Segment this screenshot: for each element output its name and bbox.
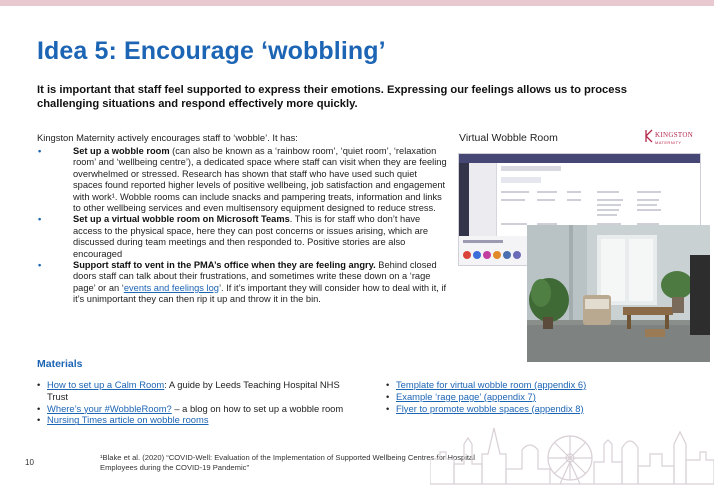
- page-number: 10: [25, 458, 34, 467]
- lead-paragraph: It is important that staff feel supported to express their emotions. Expressing our feelings allows us to process challenging situations and respond effectively more quickly.: [37, 84, 627, 110]
- bullet-heading: Set up a wobble room: [73, 146, 170, 156]
- teams-color-circles: [459, 236, 529, 266]
- bullet-icon: •: [38, 214, 42, 225]
- page-title: Idea 5: Encourage ‘wobbling’: [37, 37, 386, 65]
- list-item: [37, 214, 447, 260]
- bullet-icon: •: [38, 146, 42, 156]
- materials-list-left: [37, 379, 357, 426]
- wobble-flyer-link[interactable]: Flyer to promote wobble spaces (appendix 8): [396, 402, 584, 414]
- bullet-icon: •: [386, 402, 390, 414]
- logo-subtitle: MATERNITY: [655, 140, 682, 145]
- top-accent-bar: [0, 0, 714, 6]
- bullet-text: Behind closed doors staff can talk about their frustrations, and sometimes write these down on a ‘rage page’ or an ‘: [73, 260, 437, 293]
- bullet-text: (can also be known as a ‘rainbow room’, ‘quiet room’, ‘relaxation room’ and ‘wellbeing centre’), a dedicated space where staff can visit when they are feeling overwhelmed or stressed. Research has shown that staff who have used such quiet spaces found reported higher levels of positive wellbeing, job satisfaction and engagement with work¹. Wobble rooms can include snacks and pampering treats, information and links to other wellbeing services and even multisensory equipment designed to reduce stress.: [73, 146, 447, 214]
- virtual-wobble-room-label: Virtual Wobble Room: [459, 132, 558, 144]
- intro-text: Kingston Maternity actively encourages staff to ‘wobble’. It has:: [37, 132, 298, 143]
- bullet-heading: Set up a virtual wobble room on Microsoft Teams: [73, 214, 290, 225]
- list-item: [37, 146, 447, 214]
- bullet-icon: •: [386, 379, 390, 390]
- list-item: [386, 379, 626, 391]
- bullet-icon: •: [37, 402, 41, 414]
- initiatives-list: [37, 146, 447, 306]
- wobble-room-blog-link[interactable]: Where’s your #WobbleRoom?: [47, 402, 172, 414]
- kingston-maternity-logo: [645, 128, 695, 150]
- logo-mark-icon: [645, 129, 654, 143]
- virtual-wobble-template-link[interactable]: Template for virtual wobble room (appendix 6): [396, 379, 587, 390]
- nursing-times-article-link[interactable]: Nursing Times article on wobble rooms: [47, 414, 209, 426]
- rage-page-example-link[interactable]: Example ‘rage page’ (appendix 7): [396, 390, 536, 402]
- bullet-icon: •: [37, 379, 41, 390]
- bullet-icon: •: [37, 414, 41, 426]
- wobble-room-illustration: [527, 225, 710, 362]
- footnote: ¹Blake et al. (2020) “COVID-Well: Evaluation of the Implementation of Supported Wellbeing Centres for Hospital Employees during the COVID-19 Pandemic”: [100, 453, 475, 472]
- list-item: [386, 403, 626, 415]
- list-item: [37, 414, 357, 426]
- wobble-room-photo: [527, 225, 710, 362]
- materials-heading: Materials: [37, 358, 83, 370]
- events-feelings-log-link[interactable]: events and feelings log: [123, 282, 219, 293]
- skyline-illustration: [430, 414, 714, 485]
- list-item: [37, 403, 357, 415]
- bullet-icon: •: [386, 390, 390, 402]
- list-item: [37, 260, 447, 306]
- bullet-icon: •: [38, 260, 42, 271]
- bullet-text: ’. If it’s important they will consider how to deal with it, if it’s unimportant they can then rip it up and throw it in the bin.: [73, 282, 447, 305]
- list-item: [37, 379, 357, 403]
- bullet-text: . This is for staff who don’t have access to the physical space, here they can post concerns or issues arising, which are discussed during team meetings and then responded to. Positive stories are also encouraged: [73, 214, 429, 259]
- list-item: [386, 391, 626, 403]
- logo-name: KINGSTON: [655, 131, 694, 139]
- material-description: : A guide by Leeds Teaching Hospital NHS Trust: [47, 379, 340, 402]
- bullet-heading: Support staff to vent in the PMA’s office when they are feeling angry.: [73, 260, 376, 271]
- calm-room-guide-link[interactable]: How to set up a Calm Room: [47, 379, 165, 390]
- materials-list-right: [386, 379, 626, 414]
- teams-title-bar: [459, 154, 700, 163]
- material-description: – a blog on how to set up a wobble room: [171, 402, 344, 414]
